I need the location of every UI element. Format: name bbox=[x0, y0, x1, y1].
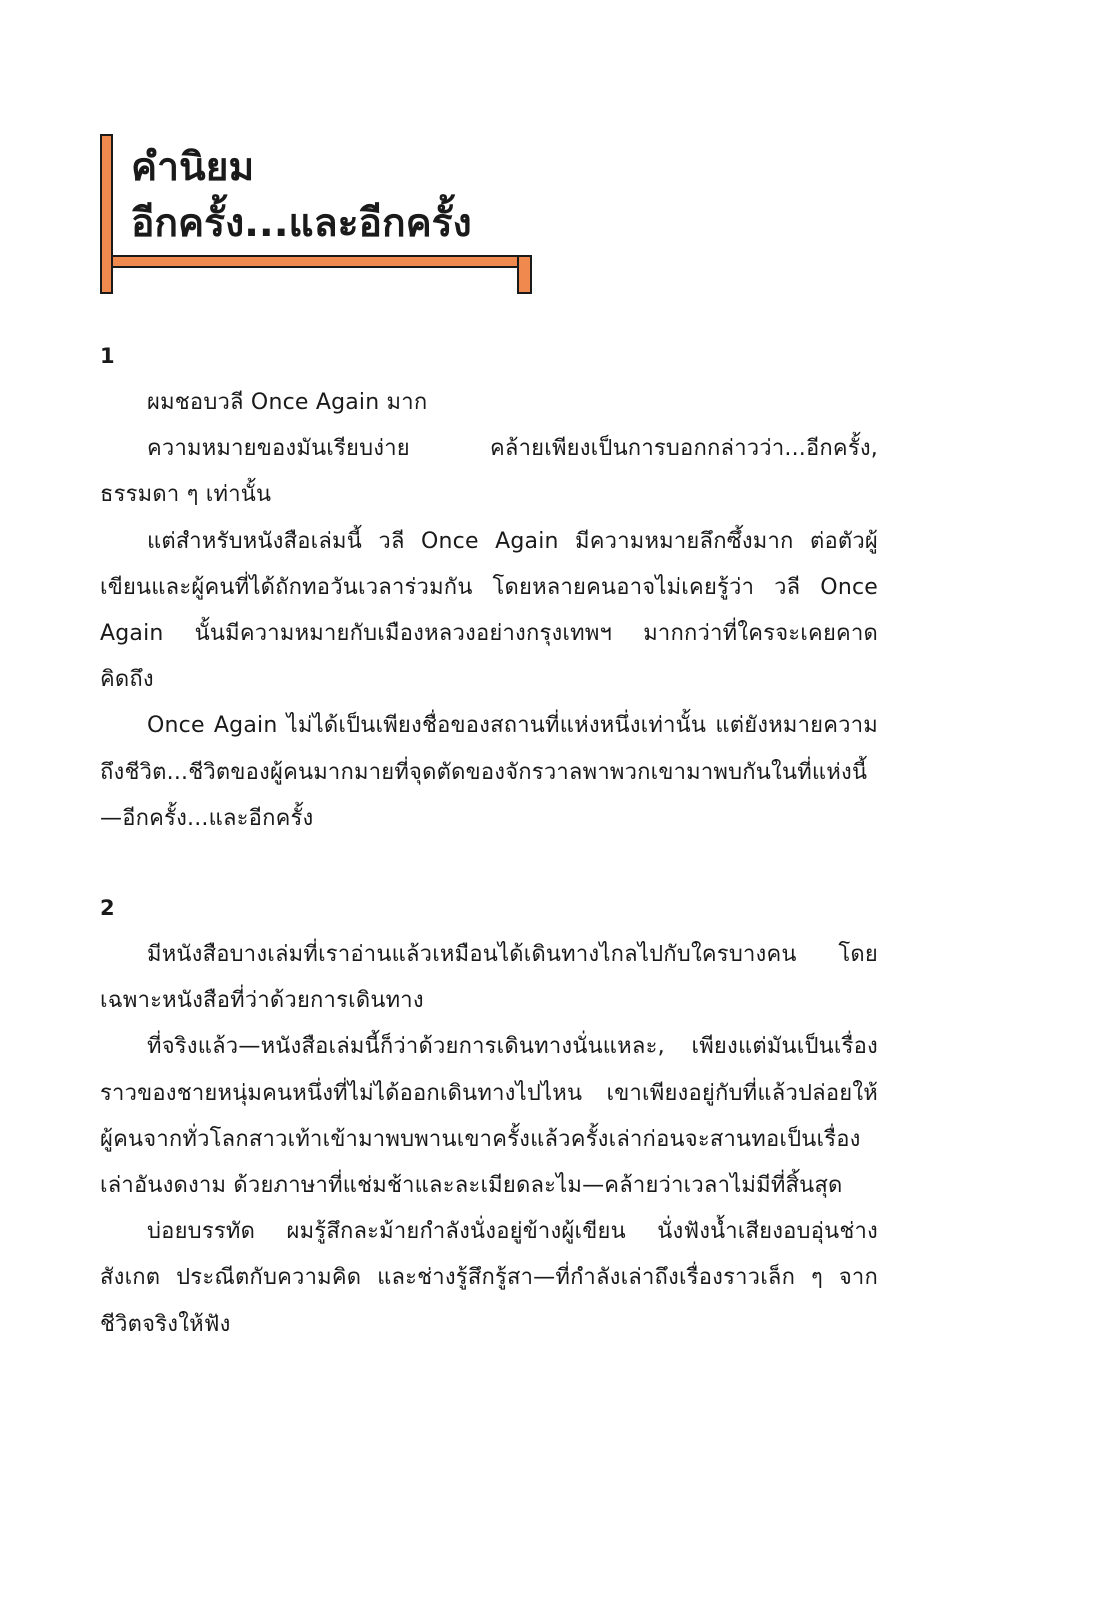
title-line-1: คำนิยม bbox=[131, 145, 255, 190]
paragraph: ผมชอบวลี Once Again มาก bbox=[147, 390, 428, 415]
paragraph: แต่สำหรับหนังสือเล่มนี้ วลี Once Again มีความหมายลึกซึ้งมาก ต่อตัวผู้เขียนและผู้คนที่ได้ถักทอวันเวลาร่วมกัน โดยหลายคนอาจไม่เคยรู้ว่า วลี Once Again นั้นมีความหมายกับเมืองหลวงอย่างกรุงเทพฯ มากกว่าที่ใครจะเคยคาดคิดถึง bbox=[100, 528, 878, 693]
title-frame-bottom-bar bbox=[111, 255, 532, 268]
page-title bbox=[131, 140, 472, 252]
section-number: 1 bbox=[100, 344, 115, 368]
paragraph: ความหมายของมันเรียบง่าย คล้ายเพียงเป็นการบอกกล่าวว่า...อีกครั้ง, ธรรมดา ๆ เท่านั้น bbox=[100, 436, 878, 508]
paragraph: Once Again ไม่ได้เป็นเพียงชื่อของสถานที่แห่งหนึ่งเท่านั้น แต่ยังหมายความถึงชีวิต...ชีวิตของผู้คนมากมายที่จุดตัดของจักรวาลพาพวกเขามาพบกันในที่แห่งนี้—อีกครั้ง...และอีกครั้ง bbox=[100, 713, 878, 831]
title-frame-left-bar bbox=[100, 134, 113, 294]
section-1 bbox=[100, 332, 878, 842]
section-number: 2 bbox=[100, 896, 115, 921]
title-frame-right-tab bbox=[517, 255, 532, 294]
paragraph: บ่อยบรรทัด ผมรู้สึกละม้ายกำลังนั่งอยู่ข้างผู้เขียน นั่งฟังน้ำเสียงอบอุ่นช่างสังเกต ประณีตกับความคิด และช่างรู้สึกรู้สา—ที่กำลังเล่าถึงเรื่องราวเล็ก ๆ จากชีวิตจริงให้ฟัง bbox=[100, 1219, 878, 1337]
paragraph: มีหนังสือบางเล่มที่เราอ่านแล้วเหมือนได้เดินทางไกลไปกับใครบางคน โดยเฉพาะหนังสือที่ว่าด้วยการเดินทาง bbox=[100, 942, 878, 1014]
title-line-2: อีกครั้ง...และอีกครั้ง bbox=[131, 201, 472, 246]
section-2 bbox=[100, 884, 878, 1348]
body-content bbox=[100, 332, 878, 1348]
paragraph: ที่จริงแล้ว—หนังสือเล่มนี้ก็ว่าด้วยการเดินทางนั่นแหละ, เพียงแต่มันเป็นเรื่องราวของชายหนุ่มคนหนึ่งที่ไม่ได้ออกเดินทางไปไหน เขาเพียงอยู่กับที่แล้วปล่อยให้ผู้คนจากทั่วโลกสาวเท้าเข้ามาพบพานเขาครั้งแล้วครั้งเล่าก่อนจะสานทอเป็นเรื่องเล่าอันงดงาม ด้วยภาษาที่แช่มช้าและละเมียดละไม—คล้ายว่าเวลาไม่มีที่สิ้นสุด bbox=[100, 1034, 878, 1199]
